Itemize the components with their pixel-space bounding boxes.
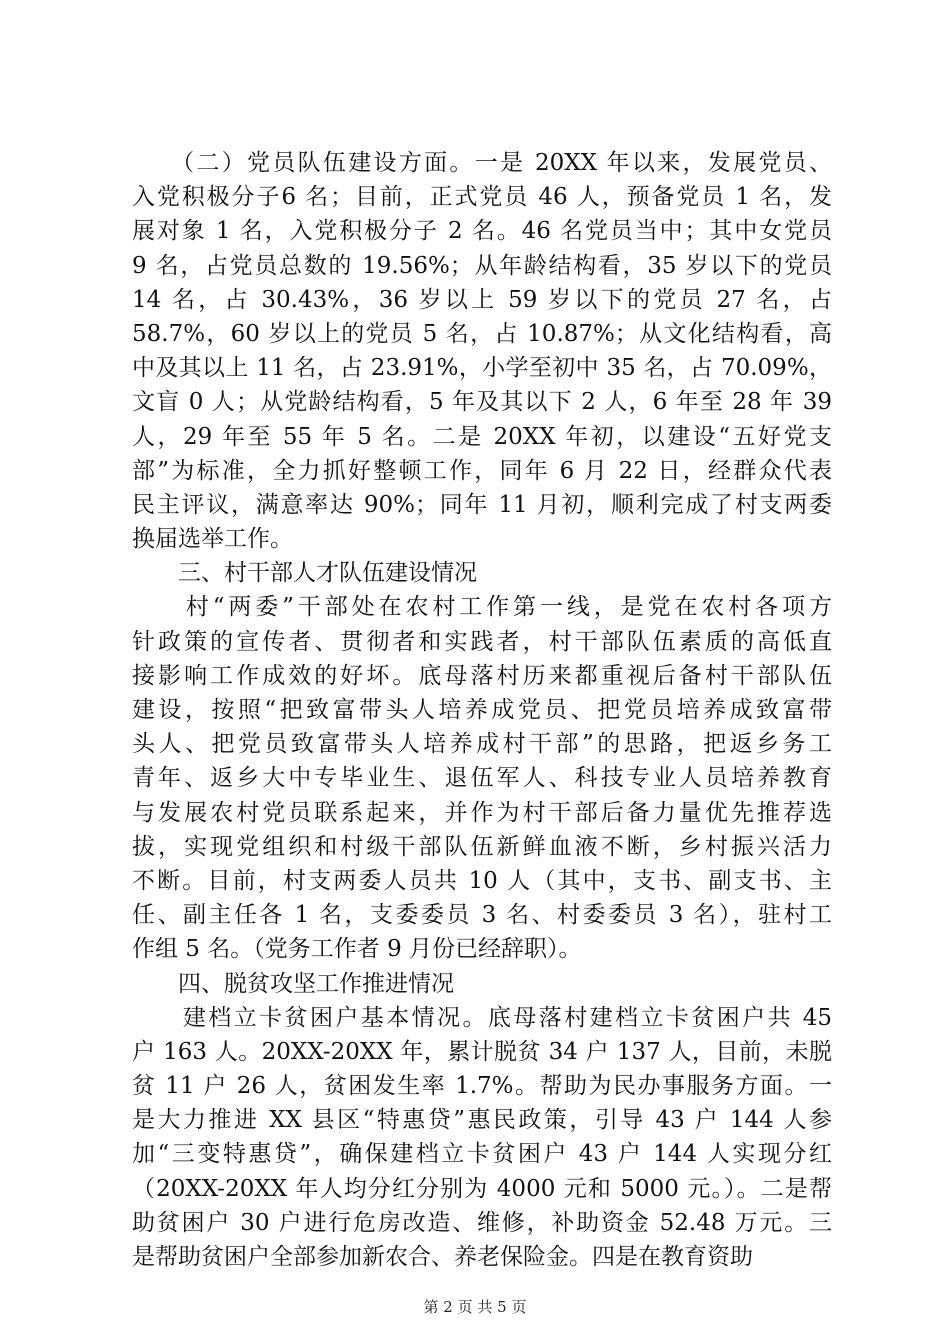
text-line: 青年、返乡大中专毕业生、退伍军人、科技专业人员培养教育 [132, 765, 832, 792]
text-line: 是大力推进 XX 县区“特惠贷”惠民政策，引导 43 户 144 人参 [132, 1107, 832, 1134]
text-line: 四、脱贫攻坚工作推进情况 [132, 970, 454, 997]
text-line: 人，29 年至 55 年 5 名。二是 20XX 年初，以建设“五好党支 [132, 423, 832, 450]
document-body [132, 146, 832, 1274]
text-line: 户 163 人。20XX-20XX 年，累计脱贫 34 户 137 人，目前，未脱 [132, 1038, 832, 1065]
text-line: 是帮助贫困户全部参加新农合、养老保险金。四是在教育资助 [132, 1244, 753, 1270]
text-line: 不断。目前，村支两委人员共 10 人（其中，支书、副支书、主 [132, 867, 832, 894]
text-line: 建档立卡贫困户基本情况。底母落村建档立卡贫困户共 45 [132, 1004, 832, 1031]
text-line: （20XX-20XX 年人均分红分别为 4000 元和 5000 元。）。二是帮 [132, 1175, 832, 1202]
text-line: 加“三变特惠贷”，确保建档立卡贫困户 43 户 144 人实现分红 [132, 1141, 832, 1168]
text-line: 换届选举工作。 [132, 526, 293, 553]
text-line: 文盲 0 人；从党龄结构看，5 年及其以下 2 人，6 年至 28 年 39 [132, 389, 832, 416]
text-line: 接影响工作成效的好坏。底母落村历来都重视后备村干部队伍 [132, 662, 832, 689]
page-footer: 第 2 页 共 5 页 [423, 1298, 527, 1316]
text-line: 部”为标准，全力抓好整顿工作，同年 6 月 22 日，经群众代表 [132, 457, 832, 484]
text-line: 中及其以上 11 名，占 23.91%，小学至初中 35 名，占 70.09%， [132, 355, 832, 382]
text-line: 任、副主任各 1 名，支委委员 3 名、村委委员 3 名），驻村工 [132, 902, 832, 929]
text-line: 贫 11 户 26 人，贫困发生率 1.7%。帮助为民办事服务方面。一 [132, 1073, 832, 1100]
text-line: 14 名，占 30.43%，36 岁以上 59 岁以下的党员 27 名，占 [132, 286, 832, 313]
text-line: 头人、把党员致富带头人培养成村干部”的思路，把返乡务工 [132, 731, 832, 758]
text-line: 村“两委”干部处在农村工作第一线，是党在农村各项方 [132, 594, 832, 621]
text-line: 9 名，占党员总数的 19.56%；从年龄结构看，35 岁以下的党员 [132, 252, 832, 279]
text-line: 与发展农村党员联系起来，并作为村干部后备力量优先推荐选 [132, 799, 832, 826]
text-line: 拔，实现党组织和村级干部队伍新鲜血液不断，乡村振兴活力 [132, 833, 832, 860]
text-line: 建设，按照“把致富带头人培养成党员、把党员培养成致富带 [132, 697, 832, 723]
text-line: 针政策的宣传者、贯彻者和实践者，村干部队伍素质的高低直 [132, 628, 832, 655]
text-line: 助贫困户 30 户进行危房改造、维修，补助资金 52.48 万元。三 [132, 1209, 832, 1236]
text-line: 民主评议，满意率达 90%；同年 11 月初，顺利完成了村支两委 [132, 491, 832, 518]
text-line: 三、村干部人才队伍建设情况 [132, 560, 477, 587]
text-line: 作组 5 名。（党务工作者 9 月份已经辞职）。 [132, 936, 582, 963]
text-line: 入党积极分子6 名；目前，正式党员 46 人，预备党员 1 名，发 [132, 184, 832, 211]
text-line: 58.7%，60 岁以上的党员 5 名，占 10.87%；从文化结构看，高 [132, 320, 832, 347]
text-line: 展对象 1 名，入党积极分子 2 名。46 名党员当中；其中女党员 [132, 218, 832, 245]
text-line: （二）党员队伍建设方面。一是 20XX 年以来，发展党员、 [132, 150, 832, 176]
